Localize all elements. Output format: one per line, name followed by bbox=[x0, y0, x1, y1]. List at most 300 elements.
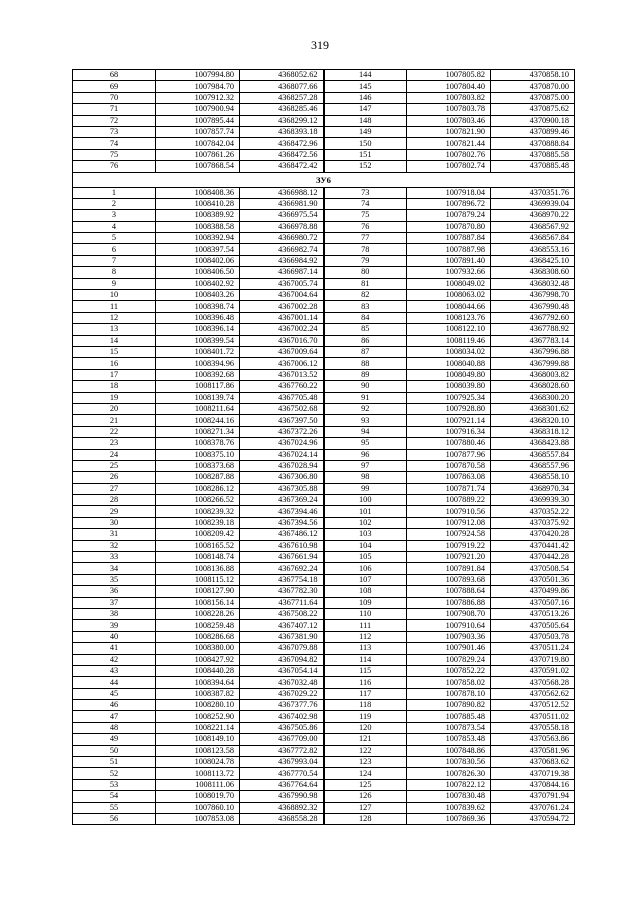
y-coordinate-cell: 4370885.48 bbox=[491, 161, 575, 172]
y-coordinate-cell: 4367711.64 bbox=[240, 597, 324, 608]
table-row bbox=[73, 517, 575, 528]
x-coordinate-cell: 1008039.80 bbox=[407, 381, 491, 392]
section-header-row bbox=[73, 172, 575, 187]
x-coordinate-cell: 1008271.34 bbox=[156, 426, 240, 437]
y-coordinate-cell: 4367013.52 bbox=[240, 369, 324, 380]
y-coordinate-cell: 4367305.88 bbox=[240, 483, 324, 494]
x-coordinate-cell: 1007826.30 bbox=[407, 768, 491, 779]
table-row bbox=[73, 608, 575, 619]
y-coordinate-cell: 4368299.12 bbox=[240, 115, 324, 126]
x-coordinate-cell: 1008380.00 bbox=[156, 643, 240, 654]
y-coordinate-cell: 4367306.80 bbox=[240, 472, 324, 483]
y-coordinate-cell: 4368300.20 bbox=[491, 392, 575, 403]
x-coordinate-cell: 1007886.88 bbox=[407, 597, 491, 608]
y-coordinate-cell: 4367394.56 bbox=[240, 517, 324, 528]
y-coordinate-cell: 4368567.84 bbox=[491, 233, 575, 244]
point-number-cell: 72 bbox=[73, 115, 156, 126]
point-number-cell: 105 bbox=[324, 552, 407, 563]
y-coordinate-cell: 4370558.18 bbox=[491, 722, 575, 733]
y-coordinate-cell: 4370501.36 bbox=[491, 574, 575, 585]
point-number-cell: 40 bbox=[73, 631, 156, 642]
point-number-cell: 126 bbox=[324, 791, 407, 802]
y-coordinate-cell: 4370351.76 bbox=[491, 187, 575, 198]
point-number-cell: 41 bbox=[73, 643, 156, 654]
y-coordinate-cell: 4368892.32 bbox=[240, 802, 324, 813]
table-row bbox=[73, 529, 575, 540]
x-coordinate-cell: 1008259.48 bbox=[156, 620, 240, 631]
point-number-cell: 147 bbox=[324, 104, 407, 115]
x-coordinate-cell: 1007877.96 bbox=[407, 449, 491, 460]
point-number-cell: 55 bbox=[73, 802, 156, 813]
x-coordinate-cell: 1007853.48 bbox=[407, 734, 491, 745]
x-coordinate-cell: 1008392.68 bbox=[156, 369, 240, 380]
x-coordinate-cell: 1007912.32 bbox=[156, 92, 240, 103]
point-number-cell: 70 bbox=[73, 92, 156, 103]
x-coordinate-cell: 1007896.72 bbox=[407, 198, 491, 209]
point-number-cell: 25 bbox=[73, 460, 156, 471]
x-coordinate-cell: 1007994.80 bbox=[156, 70, 240, 81]
table-row bbox=[73, 301, 575, 312]
point-number-cell: 108 bbox=[324, 586, 407, 597]
x-coordinate-cell: 1007900.94 bbox=[156, 104, 240, 115]
x-coordinate-cell: 1007921.14 bbox=[407, 415, 491, 426]
y-coordinate-cell: 4368052.62 bbox=[240, 70, 324, 81]
x-coordinate-cell: 1007804.40 bbox=[407, 81, 491, 92]
y-coordinate-cell: 4370499.86 bbox=[491, 586, 575, 597]
table-row bbox=[73, 597, 575, 608]
x-coordinate-cell: 1008049.80 bbox=[407, 369, 491, 380]
x-coordinate-cell: 1008063.02 bbox=[407, 290, 491, 301]
point-number-cell: 104 bbox=[324, 540, 407, 551]
y-coordinate-cell: 4370900.18 bbox=[491, 115, 575, 126]
point-number-cell: 95 bbox=[324, 438, 407, 449]
point-number-cell: 107 bbox=[324, 574, 407, 585]
point-number-cell: 38 bbox=[73, 608, 156, 619]
y-coordinate-cell: 4367369.24 bbox=[240, 495, 324, 506]
point-number-cell: 146 bbox=[324, 92, 407, 103]
table-row bbox=[73, 654, 575, 665]
point-number-cell: 75 bbox=[73, 149, 156, 160]
table-row bbox=[73, 700, 575, 711]
x-coordinate-cell: 1008389.92 bbox=[156, 210, 240, 221]
table-row bbox=[73, 381, 575, 392]
point-number-cell: 78 bbox=[324, 244, 407, 255]
x-coordinate-cell: 1008252.90 bbox=[156, 711, 240, 722]
x-coordinate-cell: 1008287.88 bbox=[156, 472, 240, 483]
y-coordinate-cell: 4367009.64 bbox=[240, 346, 324, 357]
point-number-cell: 86 bbox=[324, 335, 407, 346]
x-coordinate-cell: 1007910.64 bbox=[407, 620, 491, 631]
y-coordinate-cell: 4370442.28 bbox=[491, 552, 575, 563]
x-coordinate-cell: 1007842.04 bbox=[156, 138, 240, 149]
point-number-cell: 49 bbox=[73, 734, 156, 745]
y-coordinate-cell: 4367028.94 bbox=[240, 460, 324, 471]
table-row bbox=[73, 346, 575, 357]
x-coordinate-cell: 1008392.94 bbox=[156, 233, 240, 244]
point-number-cell: 75 bbox=[324, 210, 407, 221]
y-coordinate-cell: 4370505.64 bbox=[491, 620, 575, 631]
table-row bbox=[73, 586, 575, 597]
x-coordinate-cell: 1008396.14 bbox=[156, 324, 240, 335]
x-coordinate-cell: 1008244.16 bbox=[156, 415, 240, 426]
table-row bbox=[73, 244, 575, 255]
x-coordinate-cell: 1007857.74 bbox=[156, 126, 240, 137]
point-number-cell: 33 bbox=[73, 552, 156, 563]
x-coordinate-cell: 1008156.14 bbox=[156, 597, 240, 608]
point-number-cell: 103 bbox=[324, 529, 407, 540]
y-coordinate-cell: 4367006.12 bbox=[240, 358, 324, 369]
section-title: ЗУ6 bbox=[73, 172, 575, 187]
table-row bbox=[73, 198, 575, 209]
y-coordinate-cell: 4367754.18 bbox=[240, 574, 324, 585]
y-coordinate-cell: 4370503.78 bbox=[491, 631, 575, 642]
table-row bbox=[73, 779, 575, 790]
point-number-cell: 52 bbox=[73, 768, 156, 779]
point-number-cell: 56 bbox=[73, 814, 156, 825]
point-number-cell: 68 bbox=[73, 70, 156, 81]
x-coordinate-cell: 1007868.54 bbox=[156, 161, 240, 172]
x-coordinate-cell: 1008113.72 bbox=[156, 768, 240, 779]
y-coordinate-cell: 4368425.10 bbox=[491, 255, 575, 266]
x-coordinate-cell: 1007802.74 bbox=[407, 161, 491, 172]
x-coordinate-cell: 1007848.86 bbox=[407, 745, 491, 756]
y-coordinate-cell: 4370885.58 bbox=[491, 149, 575, 160]
y-coordinate-cell: 4370420.28 bbox=[491, 529, 575, 540]
table-row bbox=[73, 358, 575, 369]
x-coordinate-cell: 1008040.88 bbox=[407, 358, 491, 369]
x-coordinate-cell: 1007919.22 bbox=[407, 540, 491, 551]
point-number-cell: 17 bbox=[73, 369, 156, 380]
y-coordinate-cell: 4366984.92 bbox=[240, 255, 324, 266]
y-coordinate-cell: 4370568.28 bbox=[491, 677, 575, 688]
x-coordinate-cell: 1007895.44 bbox=[156, 115, 240, 126]
x-coordinate-cell: 1007879.24 bbox=[407, 210, 491, 221]
table-row bbox=[73, 221, 575, 232]
y-coordinate-cell: 4367505.86 bbox=[240, 722, 324, 733]
y-coordinate-cell: 4370441.42 bbox=[491, 540, 575, 551]
table-row bbox=[73, 312, 575, 323]
x-coordinate-cell: 1008239.18 bbox=[156, 517, 240, 528]
point-number-cell: 18 bbox=[73, 381, 156, 392]
point-number-cell: 71 bbox=[73, 104, 156, 115]
x-coordinate-cell: 1008034.02 bbox=[407, 346, 491, 357]
x-coordinate-cell: 1008228.26 bbox=[156, 608, 240, 619]
y-coordinate-cell: 4370375.92 bbox=[491, 517, 575, 528]
x-coordinate-cell: 1008394.96 bbox=[156, 358, 240, 369]
table-row bbox=[73, 722, 575, 733]
point-number-cell: 128 bbox=[324, 814, 407, 825]
y-coordinate-cell: 4366975.54 bbox=[240, 210, 324, 221]
point-number-cell: 23 bbox=[73, 438, 156, 449]
y-coordinate-cell: 4368557.96 bbox=[491, 460, 575, 471]
table-row bbox=[73, 552, 575, 563]
x-coordinate-cell: 1008117.86 bbox=[156, 381, 240, 392]
table-row bbox=[73, 149, 575, 160]
x-coordinate-cell: 1008408.36 bbox=[156, 187, 240, 198]
x-coordinate-cell: 1007870.58 bbox=[407, 460, 491, 471]
point-number-cell: 152 bbox=[324, 161, 407, 172]
point-number-cell: 31 bbox=[73, 529, 156, 540]
point-number-cell: 15 bbox=[73, 346, 156, 357]
point-number-cell: 69 bbox=[73, 81, 156, 92]
coordinates-table bbox=[72, 69, 575, 825]
point-number-cell: 81 bbox=[324, 278, 407, 289]
table-row bbox=[73, 483, 575, 494]
x-coordinate-cell: 1007853.08 bbox=[156, 814, 240, 825]
point-number-cell: 144 bbox=[324, 70, 407, 81]
y-coordinate-cell: 4368970.34 bbox=[491, 483, 575, 494]
point-number-cell: 42 bbox=[73, 654, 156, 665]
point-number-cell: 82 bbox=[324, 290, 407, 301]
x-coordinate-cell: 1008397.54 bbox=[156, 244, 240, 255]
table-row bbox=[73, 495, 575, 506]
x-coordinate-cell: 1007916.34 bbox=[407, 426, 491, 437]
y-coordinate-cell: 4367002.24 bbox=[240, 324, 324, 335]
y-coordinate-cell: 4370791.94 bbox=[491, 791, 575, 802]
y-coordinate-cell: 4370899.46 bbox=[491, 126, 575, 137]
y-coordinate-cell: 4369939.30 bbox=[491, 495, 575, 506]
point-number-cell: 96 bbox=[324, 449, 407, 460]
table-row bbox=[73, 563, 575, 574]
y-coordinate-cell: 4368308.60 bbox=[491, 267, 575, 278]
point-number-cell: 119 bbox=[324, 711, 407, 722]
point-number-cell: 43 bbox=[73, 665, 156, 676]
point-number-cell: 111 bbox=[324, 620, 407, 631]
x-coordinate-cell: 1007901.46 bbox=[407, 643, 491, 654]
table-row bbox=[73, 814, 575, 825]
y-coordinate-cell: 4368558.10 bbox=[491, 472, 575, 483]
table-row bbox=[73, 449, 575, 460]
y-coordinate-cell: 4370563.86 bbox=[491, 734, 575, 745]
point-number-cell: 94 bbox=[324, 426, 407, 437]
y-coordinate-cell: 4367024.96 bbox=[240, 438, 324, 449]
y-coordinate-cell: 4367377.76 bbox=[240, 700, 324, 711]
point-number-cell: 32 bbox=[73, 540, 156, 551]
point-number-cell: 20 bbox=[73, 403, 156, 414]
coordinates-table-body bbox=[73, 70, 575, 825]
point-number-cell: 24 bbox=[73, 449, 156, 460]
x-coordinate-cell: 1007870.80 bbox=[407, 221, 491, 232]
y-coordinate-cell: 4367407.12 bbox=[240, 620, 324, 631]
point-number-cell: 92 bbox=[324, 403, 407, 414]
y-coordinate-cell: 4367770.54 bbox=[240, 768, 324, 779]
table-row bbox=[73, 757, 575, 768]
x-coordinate-cell: 1007829.24 bbox=[407, 654, 491, 665]
point-number-cell: 114 bbox=[324, 654, 407, 665]
y-coordinate-cell: 4368285.46 bbox=[240, 104, 324, 115]
x-coordinate-cell: 1008406.50 bbox=[156, 267, 240, 278]
y-coordinate-cell: 4367998.70 bbox=[491, 290, 575, 301]
x-coordinate-cell: 1008136.88 bbox=[156, 563, 240, 574]
x-coordinate-cell: 1007925.34 bbox=[407, 392, 491, 403]
y-coordinate-cell: 4366988.12 bbox=[240, 187, 324, 198]
table-row bbox=[73, 768, 575, 779]
y-coordinate-cell: 4367705.48 bbox=[240, 392, 324, 403]
y-coordinate-cell: 4367486.12 bbox=[240, 529, 324, 540]
point-number-cell: 9 bbox=[73, 278, 156, 289]
point-number-cell: 110 bbox=[324, 608, 407, 619]
point-number-cell: 5 bbox=[73, 233, 156, 244]
y-coordinate-cell: 4368472.42 bbox=[240, 161, 324, 172]
y-coordinate-cell: 4367402.98 bbox=[240, 711, 324, 722]
point-number-cell: 45 bbox=[73, 688, 156, 699]
table-row bbox=[73, 81, 575, 92]
y-coordinate-cell: 4370581.96 bbox=[491, 745, 575, 756]
table-row bbox=[73, 161, 575, 172]
table-row bbox=[73, 677, 575, 688]
x-coordinate-cell: 1008239.32 bbox=[156, 506, 240, 517]
table-row bbox=[73, 472, 575, 483]
point-number-cell: 7 bbox=[73, 255, 156, 266]
point-number-cell: 21 bbox=[73, 415, 156, 426]
x-coordinate-cell: 1008149.10 bbox=[156, 734, 240, 745]
x-coordinate-cell: 1008286.12 bbox=[156, 483, 240, 494]
x-coordinate-cell: 1007924.58 bbox=[407, 529, 491, 540]
y-coordinate-cell: 4367996.88 bbox=[491, 346, 575, 357]
table-row bbox=[73, 392, 575, 403]
x-coordinate-cell: 1007830.56 bbox=[407, 757, 491, 768]
point-number-cell: 121 bbox=[324, 734, 407, 745]
y-coordinate-cell: 4368393.18 bbox=[240, 126, 324, 137]
table-row bbox=[73, 403, 575, 414]
table-row bbox=[73, 791, 575, 802]
y-coordinate-cell: 4366981.90 bbox=[240, 198, 324, 209]
point-number-cell: 102 bbox=[324, 517, 407, 528]
x-coordinate-cell: 1008111.06 bbox=[156, 779, 240, 790]
point-number-cell: 100 bbox=[324, 495, 407, 506]
x-coordinate-cell: 1007932.66 bbox=[407, 267, 491, 278]
y-coordinate-cell: 4367005.74 bbox=[240, 278, 324, 289]
point-number-cell: 19 bbox=[73, 392, 156, 403]
point-number-cell: 14 bbox=[73, 335, 156, 346]
y-coordinate-cell: 4370352.22 bbox=[491, 506, 575, 517]
table-row bbox=[73, 335, 575, 346]
x-coordinate-cell: 1007928.80 bbox=[407, 403, 491, 414]
x-coordinate-cell: 1008398.74 bbox=[156, 301, 240, 312]
x-coordinate-cell: 1007880.46 bbox=[407, 438, 491, 449]
x-coordinate-cell: 1007821.90 bbox=[407, 126, 491, 137]
page-number: 319 bbox=[311, 38, 329, 52]
point-number-cell: 148 bbox=[324, 115, 407, 126]
table-row bbox=[73, 369, 575, 380]
point-number-cell: 77 bbox=[324, 233, 407, 244]
y-coordinate-cell: 4367029.22 bbox=[240, 688, 324, 699]
x-coordinate-cell: 1007869.36 bbox=[407, 814, 491, 825]
y-coordinate-cell: 4370511.02 bbox=[491, 711, 575, 722]
point-number-cell: 150 bbox=[324, 138, 407, 149]
table-row bbox=[73, 734, 575, 745]
x-coordinate-cell: 1007821.44 bbox=[407, 138, 491, 149]
point-number-cell: 80 bbox=[324, 267, 407, 278]
y-coordinate-cell: 4370844.16 bbox=[491, 779, 575, 790]
x-coordinate-cell: 1007802.76 bbox=[407, 149, 491, 160]
point-number-cell: 39 bbox=[73, 620, 156, 631]
y-coordinate-cell: 4368423.88 bbox=[491, 438, 575, 449]
x-coordinate-cell: 1007887.84 bbox=[407, 233, 491, 244]
y-coordinate-cell: 4367788.92 bbox=[491, 324, 575, 335]
y-coordinate-cell: 4370562.62 bbox=[491, 688, 575, 699]
point-number-cell: 116 bbox=[324, 677, 407, 688]
y-coordinate-cell: 4367024.14 bbox=[240, 449, 324, 460]
point-number-cell: 6 bbox=[73, 244, 156, 255]
table-row bbox=[73, 138, 575, 149]
x-coordinate-cell: 1007893.68 bbox=[407, 574, 491, 585]
point-number-cell: 36 bbox=[73, 586, 156, 597]
point-number-cell: 16 bbox=[73, 358, 156, 369]
point-number-cell: 112 bbox=[324, 631, 407, 642]
point-number-cell: 101 bbox=[324, 506, 407, 517]
y-coordinate-cell: 4367508.22 bbox=[240, 608, 324, 619]
point-number-cell: 13 bbox=[73, 324, 156, 335]
point-number-cell: 87 bbox=[324, 346, 407, 357]
y-coordinate-cell: 4370719.80 bbox=[491, 654, 575, 665]
x-coordinate-cell: 1008115.12 bbox=[156, 574, 240, 585]
y-coordinate-cell: 4368567.92 bbox=[491, 221, 575, 232]
y-coordinate-cell: 4367016.70 bbox=[240, 335, 324, 346]
point-number-cell: 84 bbox=[324, 312, 407, 323]
point-number-cell: 3 bbox=[73, 210, 156, 221]
x-coordinate-cell: 1008024.78 bbox=[156, 757, 240, 768]
table-row bbox=[73, 460, 575, 471]
y-coordinate-cell: 4367783.14 bbox=[491, 335, 575, 346]
point-number-cell: 47 bbox=[73, 711, 156, 722]
y-coordinate-cell: 4367394.46 bbox=[240, 506, 324, 517]
x-coordinate-cell: 1008394.64 bbox=[156, 677, 240, 688]
point-number-cell: 120 bbox=[324, 722, 407, 733]
point-number-cell: 44 bbox=[73, 677, 156, 688]
y-coordinate-cell: 4367079.88 bbox=[240, 643, 324, 654]
x-coordinate-cell: 1007903.36 bbox=[407, 631, 491, 642]
y-coordinate-cell: 4370683.62 bbox=[491, 757, 575, 768]
y-coordinate-cell: 4368301.62 bbox=[491, 403, 575, 414]
point-number-cell: 79 bbox=[324, 255, 407, 266]
x-coordinate-cell: 1007860.10 bbox=[156, 802, 240, 813]
y-coordinate-cell: 4368032.48 bbox=[491, 278, 575, 289]
point-number-cell: 1 bbox=[73, 187, 156, 198]
y-coordinate-cell: 4370508.54 bbox=[491, 563, 575, 574]
table-row bbox=[73, 643, 575, 654]
point-number-cell: 98 bbox=[324, 472, 407, 483]
x-coordinate-cell: 1007912.08 bbox=[407, 517, 491, 528]
x-coordinate-cell: 1008044.66 bbox=[407, 301, 491, 312]
x-coordinate-cell: 1007910.56 bbox=[407, 506, 491, 517]
y-coordinate-cell: 4370512.52 bbox=[491, 700, 575, 711]
x-coordinate-cell: 1007830.48 bbox=[407, 791, 491, 802]
point-number-cell: 124 bbox=[324, 768, 407, 779]
point-number-cell: 76 bbox=[73, 161, 156, 172]
y-coordinate-cell: 4366982.74 bbox=[240, 244, 324, 255]
x-coordinate-cell: 1008019.70 bbox=[156, 791, 240, 802]
x-coordinate-cell: 1008221.14 bbox=[156, 722, 240, 733]
y-coordinate-cell: 4367990.48 bbox=[491, 301, 575, 312]
point-number-cell: 30 bbox=[73, 517, 156, 528]
y-coordinate-cell: 4370513.26 bbox=[491, 608, 575, 619]
y-coordinate-cell: 4367772.82 bbox=[240, 745, 324, 756]
x-coordinate-cell: 1008123.76 bbox=[407, 312, 491, 323]
x-coordinate-cell: 1008387.82 bbox=[156, 688, 240, 699]
point-number-cell: 88 bbox=[324, 358, 407, 369]
y-coordinate-cell: 4367792.60 bbox=[491, 312, 575, 323]
x-coordinate-cell: 1007873.54 bbox=[407, 722, 491, 733]
point-number-cell: 113 bbox=[324, 643, 407, 654]
y-coordinate-cell: 4370875.62 bbox=[491, 104, 575, 115]
point-number-cell: 34 bbox=[73, 563, 156, 574]
x-coordinate-cell: 1007852.22 bbox=[407, 665, 491, 676]
y-coordinate-cell: 4367692.24 bbox=[240, 563, 324, 574]
x-coordinate-cell: 1007984.70 bbox=[156, 81, 240, 92]
point-number-cell: 29 bbox=[73, 506, 156, 517]
x-coordinate-cell: 1008148.74 bbox=[156, 552, 240, 563]
